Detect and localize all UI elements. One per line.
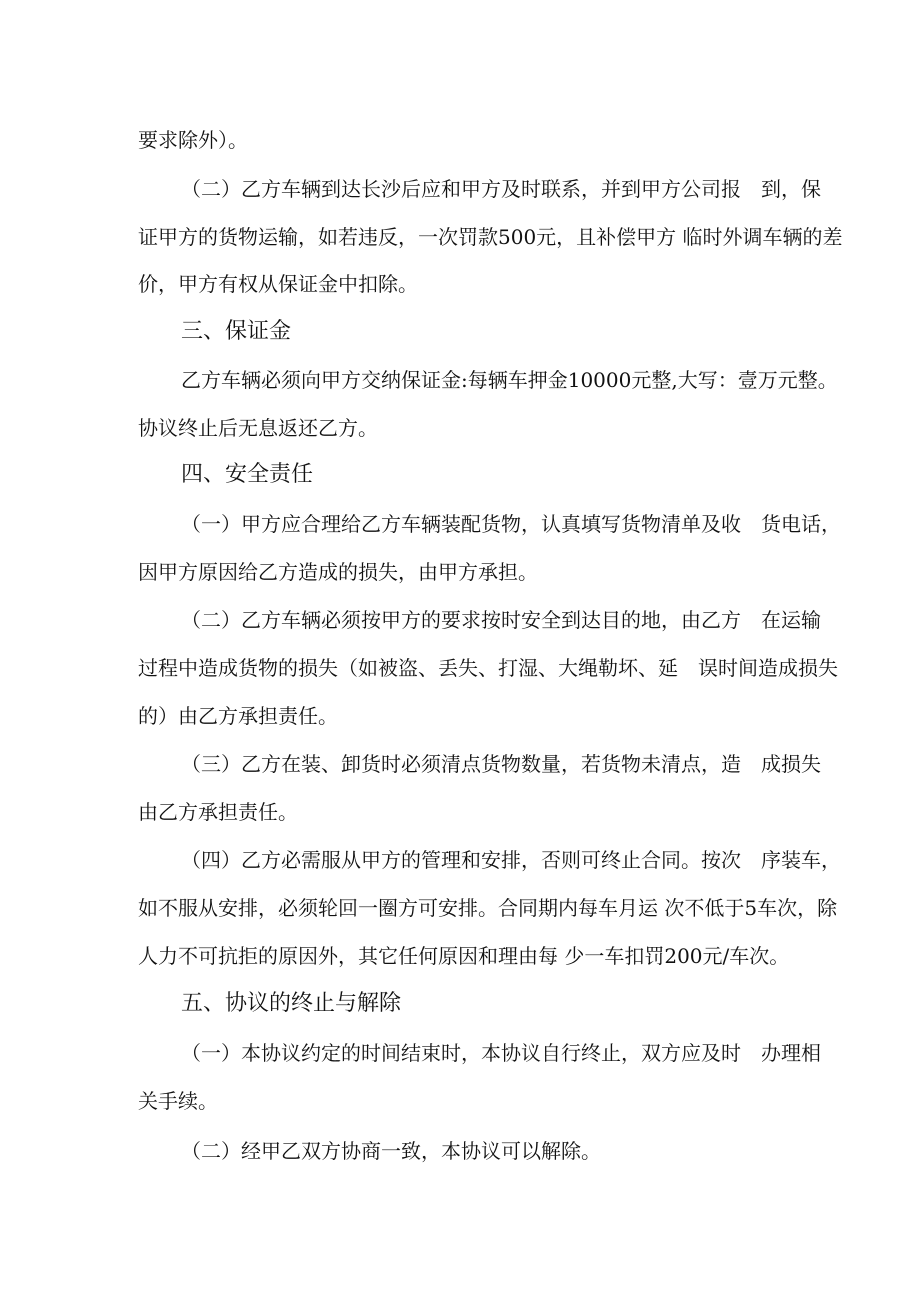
text-line: （一）本协议约定的时间结束时，本协议自行终止，双方应及时 办理相 — [181, 1041, 821, 1065]
text-line: 的）由乙方承担责任。 — [138, 704, 338, 728]
text-line: 价，甲方有权从保证金中扣除。 — [138, 272, 418, 296]
text-line: 关手续。 — [138, 1089, 218, 1113]
section-heading: 四、安全责任 — [181, 462, 314, 487]
text-line: 要求除外）。 — [138, 128, 248, 152]
text-line: （三）乙方在装、卸货时必须清点货物数量，若货物未清点，造 成损失 — [181, 752, 821, 776]
text-line: 过程中造成货物的损失（如被盗、丢失、打湿、大绳勒坏、延 误时间造成损失 — [138, 656, 838, 680]
text-line: 协议终止后无息返还乙方。 — [138, 416, 378, 440]
section-heading: 三、保证金 — [181, 319, 292, 344]
text-line: 如不服从安排，必须轮回一圈方可安排。合同期内每车月运 次不低于5车次，除 — [138, 896, 838, 920]
text-line: 人力不可抗拒的原因外，其它任何原因和理由每 少一车扣罚200元/车次。 — [138, 944, 790, 968]
text-line: 因甲方原因给乙方造成的损失，由甲方承担。 — [138, 560, 538, 584]
text-line: （二）经甲乙双方协商一致，本协议可以解除。 — [181, 1139, 601, 1163]
text-line: （四）乙方必需服从甲方的管理和安排，否则可终止合同。按次 序装车， — [181, 848, 841, 872]
section-heading: 五、协议的终止与解除 — [181, 991, 402, 1016]
text-line: （一）甲方应合理给乙方车辆装配货物，认真填写货物清单及收 货电话， — [181, 512, 841, 536]
text-line: 由乙方承担责任。 — [138, 800, 298, 824]
text-line: 乙方车辆必须向甲方交纳保证金:每辆车押金10000元整,大写：壹万元整。 — [181, 368, 838, 392]
text-line: （二）乙方车辆到达长沙后应和甲方及时联系，并到甲方公司报 到，保 — [181, 177, 821, 201]
text-line: （二）乙方车辆必须按甲方的要求按时安全到达目的地，由乙方 在运输 — [181, 608, 821, 632]
text-line: 证甲方的货物运输，如若违反，一次罚款500元，且补偿甲方 临时外调车辆的差 — [138, 225, 843, 249]
